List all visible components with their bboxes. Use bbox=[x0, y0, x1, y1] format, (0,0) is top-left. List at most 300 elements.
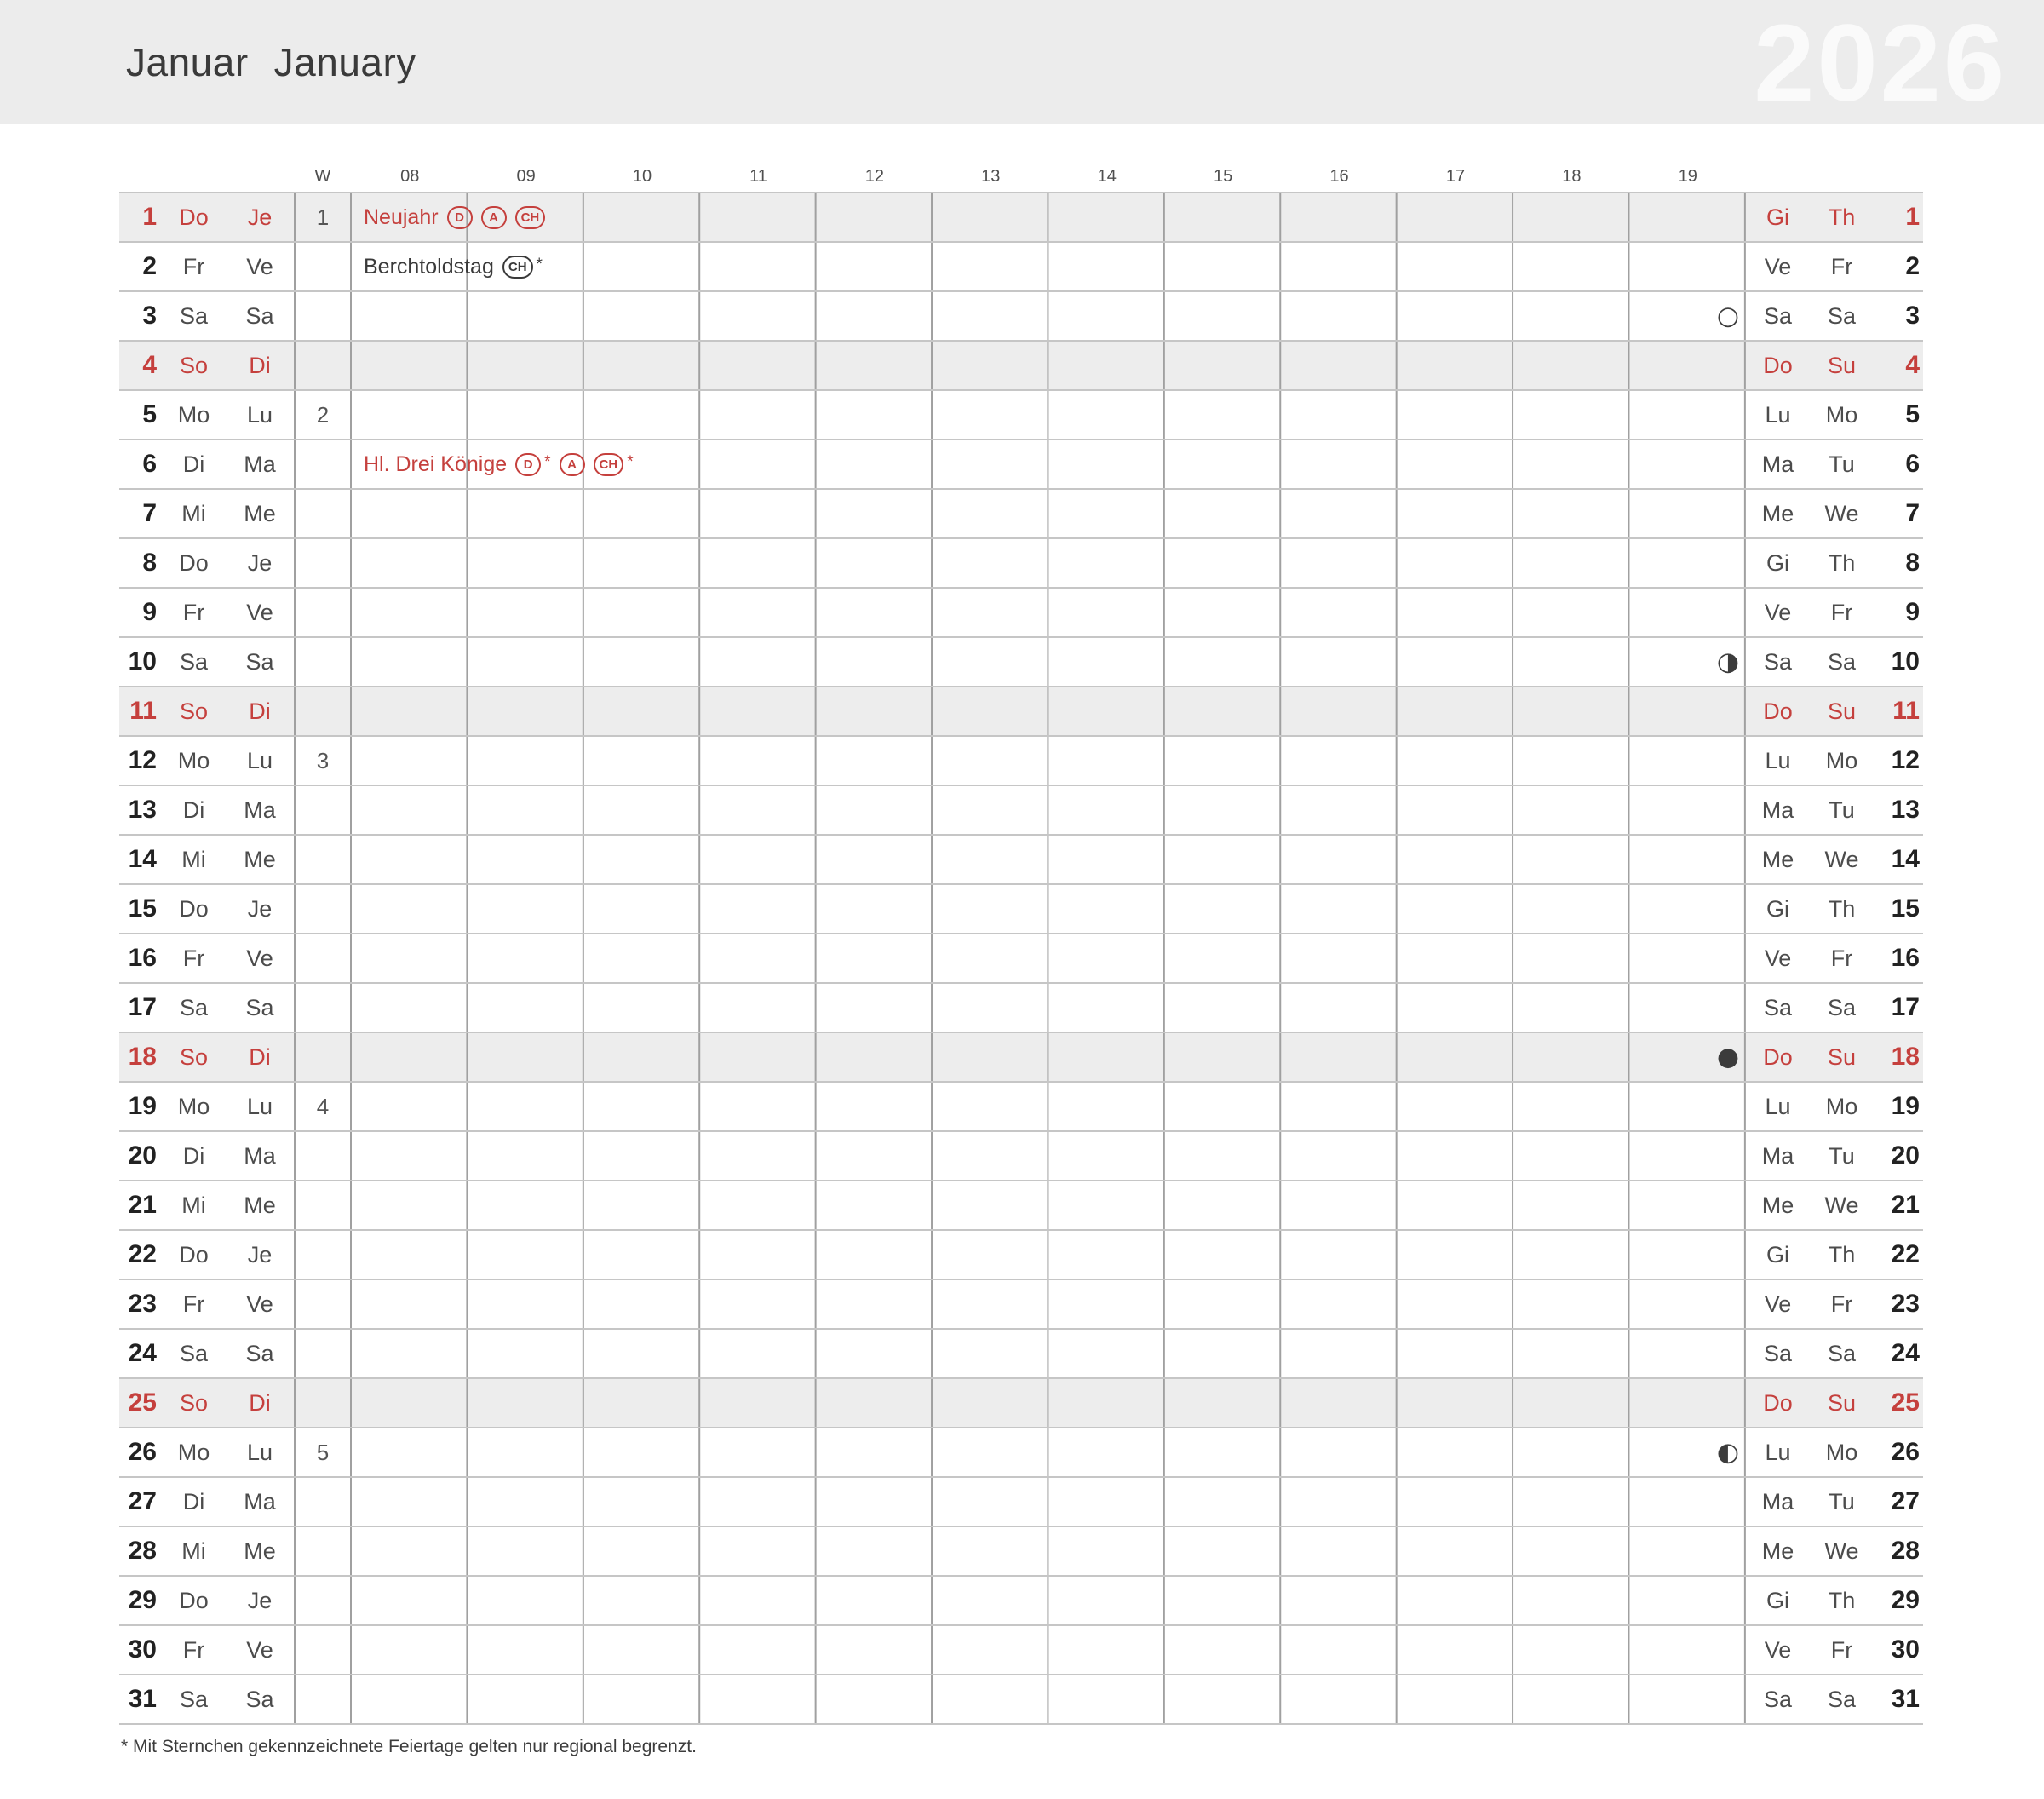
day-row bbox=[119, 885, 1923, 934]
day-number-left: 17 bbox=[128, 993, 157, 1021]
day-number-right: 27 bbox=[1891, 1487, 1920, 1515]
day-row bbox=[119, 490, 1923, 539]
day-number-right: 1 bbox=[1905, 203, 1920, 231]
day-number-right: 7 bbox=[1905, 499, 1920, 527]
day-number-right: 31 bbox=[1891, 1685, 1920, 1713]
day-number-right: 11 bbox=[1892, 697, 1920, 725]
weekday-abbr-english: Su bbox=[1827, 1389, 1857, 1416]
hour-column-header: 09 bbox=[516, 167, 536, 186]
week-number: 4 bbox=[294, 1083, 352, 1130]
weekday-abbr-german: Mi bbox=[181, 1537, 206, 1564]
week-number bbox=[294, 1132, 352, 1180]
day-row bbox=[119, 1626, 1923, 1675]
weekday-abbr-english: Th bbox=[1828, 204, 1856, 230]
weekday-abbr-german: Di bbox=[182, 1488, 205, 1514]
weekday-abbr-german: Do bbox=[179, 1587, 209, 1613]
country-badge-d: D bbox=[515, 453, 541, 476]
country-badge-d: D bbox=[447, 206, 473, 229]
weekday-abbr-german: Do bbox=[179, 549, 209, 576]
weekday-abbr-german: Fr bbox=[182, 1636, 205, 1663]
weekday-abbr-english: Tu bbox=[1829, 796, 1855, 823]
weekday-abbr-french: Ve bbox=[246, 1636, 273, 1663]
week-number bbox=[294, 786, 352, 834]
hour-grid-cell bbox=[352, 1478, 1746, 1526]
hour-grid-cell bbox=[352, 836, 1746, 883]
hour-grid-cell bbox=[352, 1379, 1746, 1427]
day-number-left: 18 bbox=[128, 1043, 157, 1071]
month-name-german: Januar bbox=[126, 39, 249, 84]
regional-star: * bbox=[536, 255, 543, 273]
weekday-abbr-german: Mi bbox=[181, 1192, 206, 1218]
weekday-abbr-french: Je bbox=[247, 204, 273, 230]
day-number-right: 23 bbox=[1891, 1290, 1920, 1318]
weekday-abbr-english: Mo bbox=[1825, 1439, 1858, 1465]
weekday-abbr-italian: Gi bbox=[1766, 1587, 1789, 1613]
day-row bbox=[119, 1280, 1923, 1330]
day-row bbox=[119, 1231, 1923, 1280]
day-row bbox=[119, 1675, 1923, 1725]
day-number-right: 28 bbox=[1891, 1537, 1920, 1565]
weekday-abbr-german: So bbox=[179, 1389, 209, 1416]
weekday-abbr-german: So bbox=[179, 698, 209, 724]
hour-grid-cell bbox=[352, 243, 1746, 290]
hour-grid-cell bbox=[352, 885, 1746, 933]
day-number-left: 11 bbox=[129, 697, 157, 725]
day-number-left: 3 bbox=[142, 302, 157, 330]
day-number-left: 16 bbox=[128, 944, 157, 972]
weekday-abbr-italian: Do bbox=[1763, 1043, 1793, 1070]
hour-header-row bbox=[119, 158, 1923, 192]
week-number bbox=[294, 1181, 352, 1229]
weekday-abbr-english: Sa bbox=[1827, 1340, 1857, 1366]
hour-grid-cell bbox=[352, 1626, 1746, 1674]
hour-grid-cell bbox=[352, 984, 1746, 1032]
day-number-left: 6 bbox=[142, 450, 157, 478]
year-label: 2026 bbox=[1754, 3, 2007, 124]
weekday-abbr-english: We bbox=[1824, 846, 1859, 872]
week-number: 2 bbox=[294, 391, 352, 439]
week-number bbox=[294, 1330, 352, 1377]
week-number: 5 bbox=[294, 1428, 352, 1476]
weekday-abbr-german: Di bbox=[182, 1142, 205, 1169]
day-number-left: 26 bbox=[128, 1438, 157, 1466]
day-number-right: 5 bbox=[1905, 400, 1920, 428]
weekday-abbr-french: Lu bbox=[246, 1439, 273, 1465]
hour-grid-cell bbox=[352, 934, 1746, 982]
day-row bbox=[119, 1181, 1923, 1231]
weekday-abbr-french: Ma bbox=[244, 1142, 276, 1169]
hour-grid-cell bbox=[352, 292, 1746, 340]
weekday-abbr-italian: Sa bbox=[1763, 302, 1793, 329]
weekday-abbr-german: Sa bbox=[179, 1686, 209, 1712]
weekday-abbr-english: Fr bbox=[1830, 1636, 1853, 1663]
week-number bbox=[294, 836, 352, 883]
holiday-name: Neujahr bbox=[364, 204, 439, 229]
day-row bbox=[119, 934, 1923, 984]
day-number-right: 12 bbox=[1891, 746, 1920, 774]
weekday-abbr-german: Fr bbox=[182, 253, 205, 279]
weekday-abbr-french: Ma bbox=[244, 451, 276, 477]
weekday-abbr-german: Sa bbox=[179, 648, 209, 675]
weekday-abbr-english: Fr bbox=[1830, 945, 1853, 971]
week-number bbox=[294, 243, 352, 290]
day-row bbox=[119, 1033, 1923, 1083]
day-number-left: 1 bbox=[142, 203, 157, 231]
weekday-abbr-french: Di bbox=[249, 352, 271, 378]
weekday-abbr-french: Me bbox=[244, 846, 276, 872]
day-number-right: 3 bbox=[1905, 302, 1920, 330]
day-number-left: 12 bbox=[128, 746, 157, 774]
weekday-abbr-italian: Lu bbox=[1765, 1439, 1791, 1465]
week-number bbox=[294, 440, 352, 488]
hour-grid-cell bbox=[352, 1033, 1746, 1081]
week-number bbox=[294, 638, 352, 686]
day-number-left: 2 bbox=[142, 252, 157, 280]
day-row bbox=[119, 391, 1923, 440]
day-number-left: 29 bbox=[128, 1586, 157, 1614]
weekday-abbr-english: Th bbox=[1828, 895, 1856, 922]
holiday-label bbox=[352, 255, 543, 279]
hour-column-header: 12 bbox=[864, 167, 884, 186]
weekday-abbr-english: We bbox=[1824, 1537, 1859, 1564]
hour-grid-cell bbox=[352, 1428, 1746, 1476]
weekday-abbr-italian: Ma bbox=[1761, 1142, 1794, 1169]
day-number-right: 16 bbox=[1891, 944, 1920, 972]
country-badge-a: A bbox=[481, 206, 507, 229]
hour-grid-cell bbox=[352, 391, 1746, 439]
weekday-abbr-italian: Sa bbox=[1763, 1340, 1793, 1366]
weekday-abbr-german: Sa bbox=[179, 302, 209, 329]
weekday-abbr-italian: Gi bbox=[1766, 1241, 1789, 1267]
weekday-abbr-german: Do bbox=[179, 895, 209, 922]
weekday-abbr-french: Ve bbox=[246, 599, 273, 625]
weekday-abbr-english: Th bbox=[1828, 1587, 1856, 1613]
day-number-left: 9 bbox=[142, 598, 157, 626]
weekday-abbr-french: Ve bbox=[246, 1290, 273, 1317]
day-number-right: 8 bbox=[1905, 549, 1920, 577]
weekday-abbr-english: Su bbox=[1827, 698, 1857, 724]
week-number bbox=[294, 1527, 352, 1575]
day-number-left: 23 bbox=[128, 1290, 157, 1318]
country-badge-a: A bbox=[560, 453, 585, 476]
day-number-left: 22 bbox=[128, 1240, 157, 1268]
day-number-right: 22 bbox=[1891, 1240, 1920, 1268]
day-number-left: 28 bbox=[128, 1537, 157, 1565]
hour-grid-cell bbox=[352, 638, 1746, 686]
weekday-abbr-german: Sa bbox=[179, 994, 209, 1020]
weekday-abbr-italian: Lu bbox=[1765, 1093, 1791, 1119]
weekday-abbr-english: Th bbox=[1828, 1241, 1856, 1267]
hour-grid-cell bbox=[352, 1280, 1746, 1328]
weekday-abbr-french: Di bbox=[249, 698, 271, 724]
day-row bbox=[119, 737, 1923, 786]
weekday-abbr-french: Lu bbox=[246, 1093, 273, 1119]
week-number bbox=[294, 687, 352, 735]
weekday-abbr-english: Sa bbox=[1827, 648, 1857, 675]
day-row bbox=[119, 1527, 1923, 1577]
hour-grid-cell bbox=[352, 1231, 1746, 1279]
weekday-abbr-french: Me bbox=[244, 1537, 276, 1564]
week-number bbox=[294, 342, 352, 389]
weekday-abbr-italian: Me bbox=[1761, 846, 1794, 872]
weekday-abbr-italian: Ve bbox=[1764, 253, 1792, 279]
weekday-abbr-italian: Gi bbox=[1766, 895, 1789, 922]
week-number bbox=[294, 885, 352, 933]
weekday-abbr-german: Mo bbox=[177, 747, 210, 773]
day-row bbox=[119, 1428, 1923, 1478]
hour-column-header: 15 bbox=[1213, 167, 1233, 186]
hour-column-header: 13 bbox=[981, 167, 1001, 186]
week-number bbox=[294, 934, 352, 982]
day-row bbox=[119, 1379, 1923, 1428]
weekday-abbr-italian: Do bbox=[1763, 698, 1793, 724]
hour-grid-cell bbox=[352, 786, 1746, 834]
day-row bbox=[119, 1132, 1923, 1181]
day-number-left: 24 bbox=[128, 1339, 157, 1367]
day-number-left: 20 bbox=[128, 1141, 157, 1170]
weekday-abbr-english: Su bbox=[1827, 352, 1857, 378]
hour-grid-cell bbox=[352, 1330, 1746, 1377]
week-number bbox=[294, 1577, 352, 1624]
weekday-abbr-italian: Me bbox=[1761, 1537, 1794, 1564]
new-moon-icon: ● bbox=[1716, 1042, 1739, 1072]
weekday-abbr-english: Fr bbox=[1830, 1290, 1853, 1317]
hour-column-header: 16 bbox=[1329, 167, 1349, 186]
week-number bbox=[294, 984, 352, 1032]
day-number-left: 15 bbox=[128, 894, 157, 922]
country-badge-ch: CH bbox=[594, 453, 624, 476]
weekday-abbr-italian: Sa bbox=[1763, 994, 1793, 1020]
day-number-right: 20 bbox=[1891, 1141, 1920, 1170]
day-row bbox=[119, 193, 1923, 243]
hour-grid-cell bbox=[352, 193, 1746, 241]
full-moon-icon: ○ bbox=[1716, 301, 1739, 331]
day-row bbox=[119, 292, 1923, 342]
day-number-right: 14 bbox=[1891, 845, 1920, 873]
month-name-english: January bbox=[273, 39, 416, 84]
hour-grid-cell bbox=[352, 589, 1746, 636]
weekday-abbr-french: Je bbox=[247, 1587, 273, 1613]
hour-column-header: 19 bbox=[1678, 167, 1697, 186]
day-row bbox=[119, 786, 1923, 836]
weekday-abbr-italian: Ma bbox=[1761, 451, 1794, 477]
day-number-left: 19 bbox=[128, 1092, 157, 1120]
week-number bbox=[294, 1280, 352, 1328]
header-band bbox=[0, 0, 2044, 124]
first-quarter-moon-icon: ◐ bbox=[1716, 1437, 1739, 1468]
weekday-abbr-french: Je bbox=[247, 549, 273, 576]
month-planner-table bbox=[119, 158, 1923, 1757]
weekday-abbr-german: Mo bbox=[177, 1439, 210, 1465]
day-number-right: 19 bbox=[1891, 1092, 1920, 1120]
weekday-abbr-french: Me bbox=[244, 1192, 276, 1218]
weekday-abbr-english: Fr bbox=[1830, 253, 1853, 279]
weekday-abbr-french: Di bbox=[249, 1389, 271, 1416]
hour-grid-cell bbox=[352, 539, 1746, 587]
weekday-abbr-italian: Gi bbox=[1766, 549, 1789, 576]
hour-grid-cell bbox=[352, 1083, 1746, 1130]
weekday-abbr-german: So bbox=[179, 352, 209, 378]
week-number: 1 bbox=[294, 193, 352, 241]
weekday-abbr-english: Mo bbox=[1825, 747, 1858, 773]
hour-grid-cell bbox=[352, 687, 1746, 735]
weekday-abbr-english: Mo bbox=[1825, 401, 1858, 428]
weekday-abbr-french: Sa bbox=[245, 1340, 274, 1366]
week-number bbox=[294, 1675, 352, 1723]
hour-grid-cell bbox=[352, 1577, 1746, 1624]
day-row bbox=[119, 589, 1923, 638]
week-number bbox=[294, 292, 352, 340]
day-number-left: 13 bbox=[128, 796, 157, 824]
hour-column-header: 17 bbox=[1445, 167, 1466, 186]
weekday-abbr-english: Su bbox=[1827, 1043, 1857, 1070]
day-row bbox=[119, 243, 1923, 292]
hour-grid-cell bbox=[352, 342, 1746, 389]
day-number-left: 8 bbox=[142, 549, 157, 577]
weekday-abbr-french: Je bbox=[247, 1241, 273, 1267]
day-number-right: 25 bbox=[1891, 1388, 1920, 1417]
weekday-abbr-english: Sa bbox=[1827, 994, 1857, 1020]
week-column-header: W bbox=[314, 167, 331, 186]
weekday-abbr-french: Sa bbox=[245, 302, 274, 329]
weekday-abbr-german: Mi bbox=[181, 500, 206, 526]
day-row bbox=[119, 440, 1923, 490]
day-number-left: 10 bbox=[128, 647, 157, 675]
weekday-abbr-german: Do bbox=[179, 204, 209, 230]
weekday-abbr-english: Sa bbox=[1827, 302, 1857, 329]
holiday-label bbox=[352, 205, 545, 230]
week-number bbox=[294, 589, 352, 636]
week-number bbox=[294, 1478, 352, 1526]
hour-grid-cell bbox=[352, 440, 1746, 488]
hour-grid-cell bbox=[352, 1181, 1746, 1229]
day-number-right: 18 bbox=[1891, 1043, 1920, 1071]
day-number-right: 4 bbox=[1905, 351, 1920, 379]
weekday-abbr-german: Fr bbox=[182, 599, 205, 625]
weekday-abbr-italian: Do bbox=[1763, 1389, 1793, 1416]
weekday-abbr-french: Ma bbox=[244, 796, 276, 823]
weekday-abbr-french: Lu bbox=[246, 747, 273, 773]
weekday-abbr-english: Tu bbox=[1829, 1488, 1855, 1514]
weekday-abbr-french: Sa bbox=[245, 994, 274, 1020]
weekday-abbr-english: Tu bbox=[1829, 1142, 1855, 1169]
weekday-abbr-german: Mi bbox=[181, 846, 206, 872]
holiday-name: Hl. Drei Könige bbox=[364, 451, 508, 476]
weekday-abbr-english: We bbox=[1824, 1192, 1859, 1218]
day-row bbox=[119, 1577, 1923, 1626]
weekday-abbr-german: Di bbox=[182, 451, 205, 477]
weekday-abbr-italian: Gi bbox=[1766, 204, 1789, 230]
weekday-abbr-german: Mo bbox=[177, 1093, 210, 1119]
weekday-abbr-italian: Lu bbox=[1765, 401, 1791, 428]
hour-column-header: 11 bbox=[749, 167, 767, 186]
weekday-abbr-italian: Do bbox=[1763, 352, 1793, 378]
weekday-abbr-italian: Ve bbox=[1764, 599, 1792, 625]
weekday-abbr-german: Do bbox=[179, 1241, 209, 1267]
weekday-abbr-french: Ve bbox=[246, 253, 273, 279]
weekday-abbr-french: Di bbox=[249, 1043, 271, 1070]
day-row bbox=[119, 836, 1923, 885]
weekday-abbr-english: We bbox=[1824, 500, 1859, 526]
weekday-abbr-italian: Ve bbox=[1764, 1636, 1792, 1663]
weekday-abbr-italian: Sa bbox=[1763, 1686, 1793, 1712]
regional-star: * bbox=[544, 452, 551, 471]
day-row bbox=[119, 1330, 1923, 1379]
day-number-right: 29 bbox=[1891, 1586, 1920, 1614]
weekday-abbr-french: Ma bbox=[244, 1488, 276, 1514]
weekday-abbr-german: Fr bbox=[182, 945, 205, 971]
country-badge-ch: CH bbox=[515, 206, 546, 229]
hour-grid-cell bbox=[352, 1675, 1746, 1723]
week-number: 3 bbox=[294, 737, 352, 785]
weekday-abbr-english: Sa bbox=[1827, 1686, 1857, 1712]
weekday-abbr-german: Di bbox=[182, 796, 205, 823]
weekday-abbr-french: Lu bbox=[246, 401, 273, 428]
day-number-left: 4 bbox=[142, 351, 157, 379]
weekday-abbr-italian: Ma bbox=[1761, 796, 1794, 823]
day-row bbox=[119, 539, 1923, 589]
day-row bbox=[119, 1478, 1923, 1527]
day-number-left: 25 bbox=[128, 1388, 157, 1417]
weekday-abbr-german: So bbox=[179, 1043, 209, 1070]
hour-column-header: 10 bbox=[632, 167, 652, 186]
weekday-abbr-italian: Me bbox=[1761, 500, 1794, 526]
day-number-right: 6 bbox=[1905, 450, 1920, 478]
day-rows bbox=[119, 192, 1923, 1725]
weekday-abbr-french: Me bbox=[244, 500, 276, 526]
weekday-abbr-english: Th bbox=[1828, 549, 1856, 576]
hour-grid-cell bbox=[352, 1527, 1746, 1575]
weekday-abbr-italian: Ve bbox=[1764, 1290, 1792, 1317]
weekday-abbr-german: Fr bbox=[182, 1290, 205, 1317]
weekday-abbr-english: Tu bbox=[1829, 451, 1855, 477]
hour-grid-cell bbox=[352, 490, 1746, 537]
day-number-right: 30 bbox=[1891, 1635, 1920, 1664]
day-row bbox=[119, 638, 1923, 687]
day-row bbox=[119, 1083, 1923, 1132]
day-row bbox=[119, 687, 1923, 737]
weekday-abbr-french: Sa bbox=[245, 1686, 274, 1712]
day-number-left: 31 bbox=[128, 1685, 157, 1713]
week-number bbox=[294, 539, 352, 587]
day-number-right: 9 bbox=[1905, 598, 1920, 626]
day-number-right: 24 bbox=[1891, 1339, 1920, 1367]
week-number bbox=[294, 1379, 352, 1427]
weekday-abbr-french: Ve bbox=[246, 945, 273, 971]
hour-grid-cell bbox=[352, 737, 1746, 785]
day-number-right: 21 bbox=[1891, 1191, 1920, 1219]
day-number-right: 10 bbox=[1891, 647, 1920, 675]
weekday-abbr-english: Mo bbox=[1825, 1093, 1858, 1119]
weekday-abbr-french: Sa bbox=[245, 648, 274, 675]
day-number-right: 13 bbox=[1891, 796, 1920, 824]
day-number-right: 26 bbox=[1891, 1438, 1920, 1466]
holiday-label bbox=[352, 452, 634, 477]
holiday-name: Berchtoldstag bbox=[364, 254, 494, 279]
weekday-abbr-english: Fr bbox=[1830, 599, 1853, 625]
day-number-left: 5 bbox=[142, 400, 157, 428]
weekday-abbr-italian: Lu bbox=[1765, 747, 1791, 773]
page-title bbox=[126, 0, 416, 124]
day-number-left: 30 bbox=[128, 1635, 157, 1664]
day-number-right: 2 bbox=[1905, 252, 1920, 280]
hour-grid-cell bbox=[352, 1132, 1746, 1180]
week-number bbox=[294, 1626, 352, 1674]
hour-column-header: 18 bbox=[1562, 167, 1582, 186]
week-number bbox=[294, 1231, 352, 1279]
week-number bbox=[294, 1033, 352, 1081]
country-badge-ch: CH bbox=[502, 256, 533, 279]
